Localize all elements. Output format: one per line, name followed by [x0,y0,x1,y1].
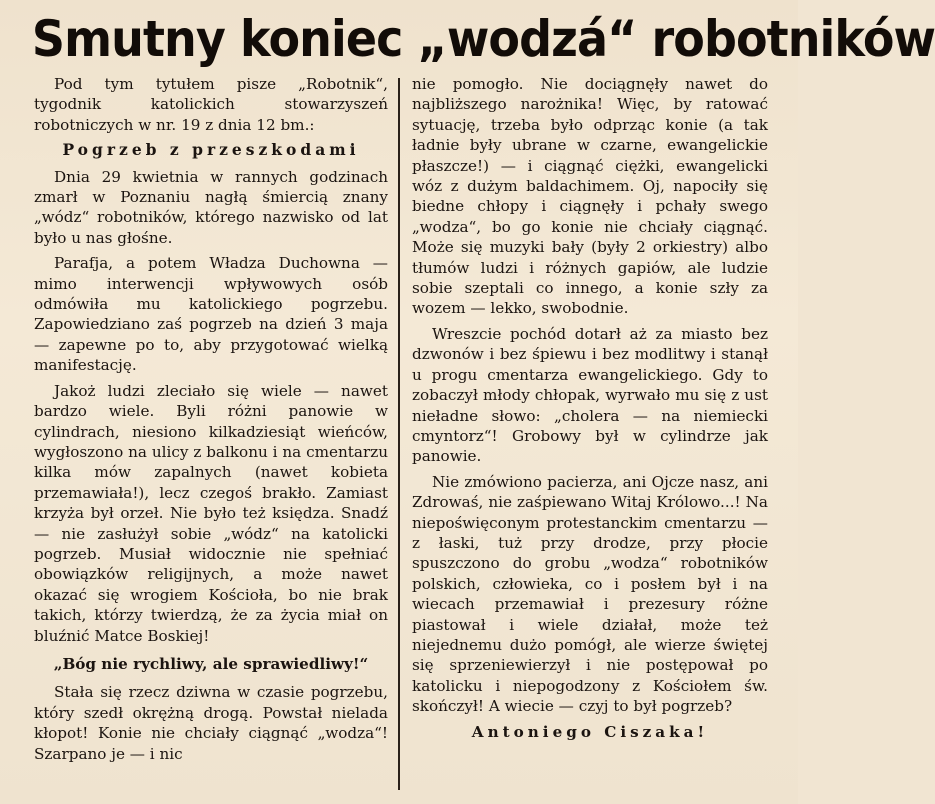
article-paragraph: nie pomogło. Nie dociągnęły nawet do najbliższego narożnika! Więc, by ratować sytuację, trzeba było odprząc konie (a tak ładnie były ubrane w czarne, ewangelickie płaszcze!) — i ciągnąć ciężki, ewangelicki wóz z dużym baldachimem. Oj, napociły się biedne chłopy i ciągnęły i pchały swego „wodza“, bo go konie nie chciały ciągnąć. Może się muzyki bały (były 2 orkiestry) albo tłumów ludzi i różnych gapiów, ale ludzie sobie szeptali co innego, a konie szły za wozem — lekko, swobodnie. [412,75,768,318]
article-paragraph: Parafja, a potem Władza Duchowna — mimo interwencji wpływowych osób odmówiła mu katolickiego pogrzebu. Zapowiedziano zaś pogrzeb na dzień 3 maja — zapewne po to, aby przygotować wielką manifestację. [34,254,388,375]
article-paragraph: Wreszcie pochód dotarł aż za miasto bez dzwonów i bez śpiewu i bez modlitwy i stanął u progu cmentarza ewangelickiego. Gdy to zobaczył młody chłopak, wyrwało mu się z ust nieładne słowo: „cholera — na niemiecki cmyntorz“! Grobowy był w cylindrze jak panowie. [412,324,768,466]
article-paragraph: Dnia 29 kwietnia w rannych godzinach zmarł w Poznaniu nagłą śmiercią znany „wódz“ robotników, którego nazwisko od lat było u nas głośne. [34,167,388,247]
intro-paragraph: Pod tym tytułem pisze „Robotnik“, tygodnik katolickich stowarzyszeń robotniczych w nr. 19 z dnia 12 bm.: [34,75,388,134]
right-column [412,74,768,742]
article-paragraph: Nie zmówiono pacierza, ani Ojcze nasz, ani Zdrowaś, nie zaśpiewano Witaj Królowo...! Na niepoświęconym protestanckim cmentarzu — z łaski, tuż przy drodze, przy płocie spuszczono do grobu „wodza“ robotników polskich, człowieka, co i posłem był i na wiecach przemawiał i prezesury różne piastował i wiele działał, może też niejednemu dużo pomógł, ale wierze świętej się sprzeniewierzył i nie postępował po katolicku i niepogodzony z Kościołem św. skończył! A wiecie — czyj to był pogrzeb? [412,472,768,716]
signature: Antoniego Ciszaka! [471,722,709,741]
article-paragraph: Jakoż ludzi zleciało się wiele — nawet bardzo wiele. Byli różni panowie w cylindrach, niesiono kilkadziesiąt wieńców, wygłoszono na ulicy z balkonu i na cmentarzu kilka mów zapalnych (nawet kobieta przemawiała!), lecz czegoś brakło. Zamiast krzyża był orzeł. Nie było też księdza. Snadź — nie zasłużył sobie „wódz“ na katolicki pogrzeb. Musiał widocznie nie spełniać obowiązków religijnych, a może nawet okazać się wrogiem Kościoła, bo nie brak takich, którzy twierdzą, że za życia miał on bluźnić Matce Boskiej! [34,381,388,645]
quote-line: „Bóg nie rychliwy, ale sprawiedliwy!“ [53,654,369,673]
article-paragraph: Stała się rzecz dziwna w czasie pogrzebu, który szedł okrężną drogą. Powstał nielada kłopot! Konie nie chciały ciągnąć „wodza“! Szarpano je — i nic [34,683,388,763]
left-column [34,74,388,769]
headline: Smutny koniec „wodzá“ robotników [31,10,935,68]
column-divider [398,78,400,790]
subheading: Pogrzeb z przeszkodami [62,140,360,160]
